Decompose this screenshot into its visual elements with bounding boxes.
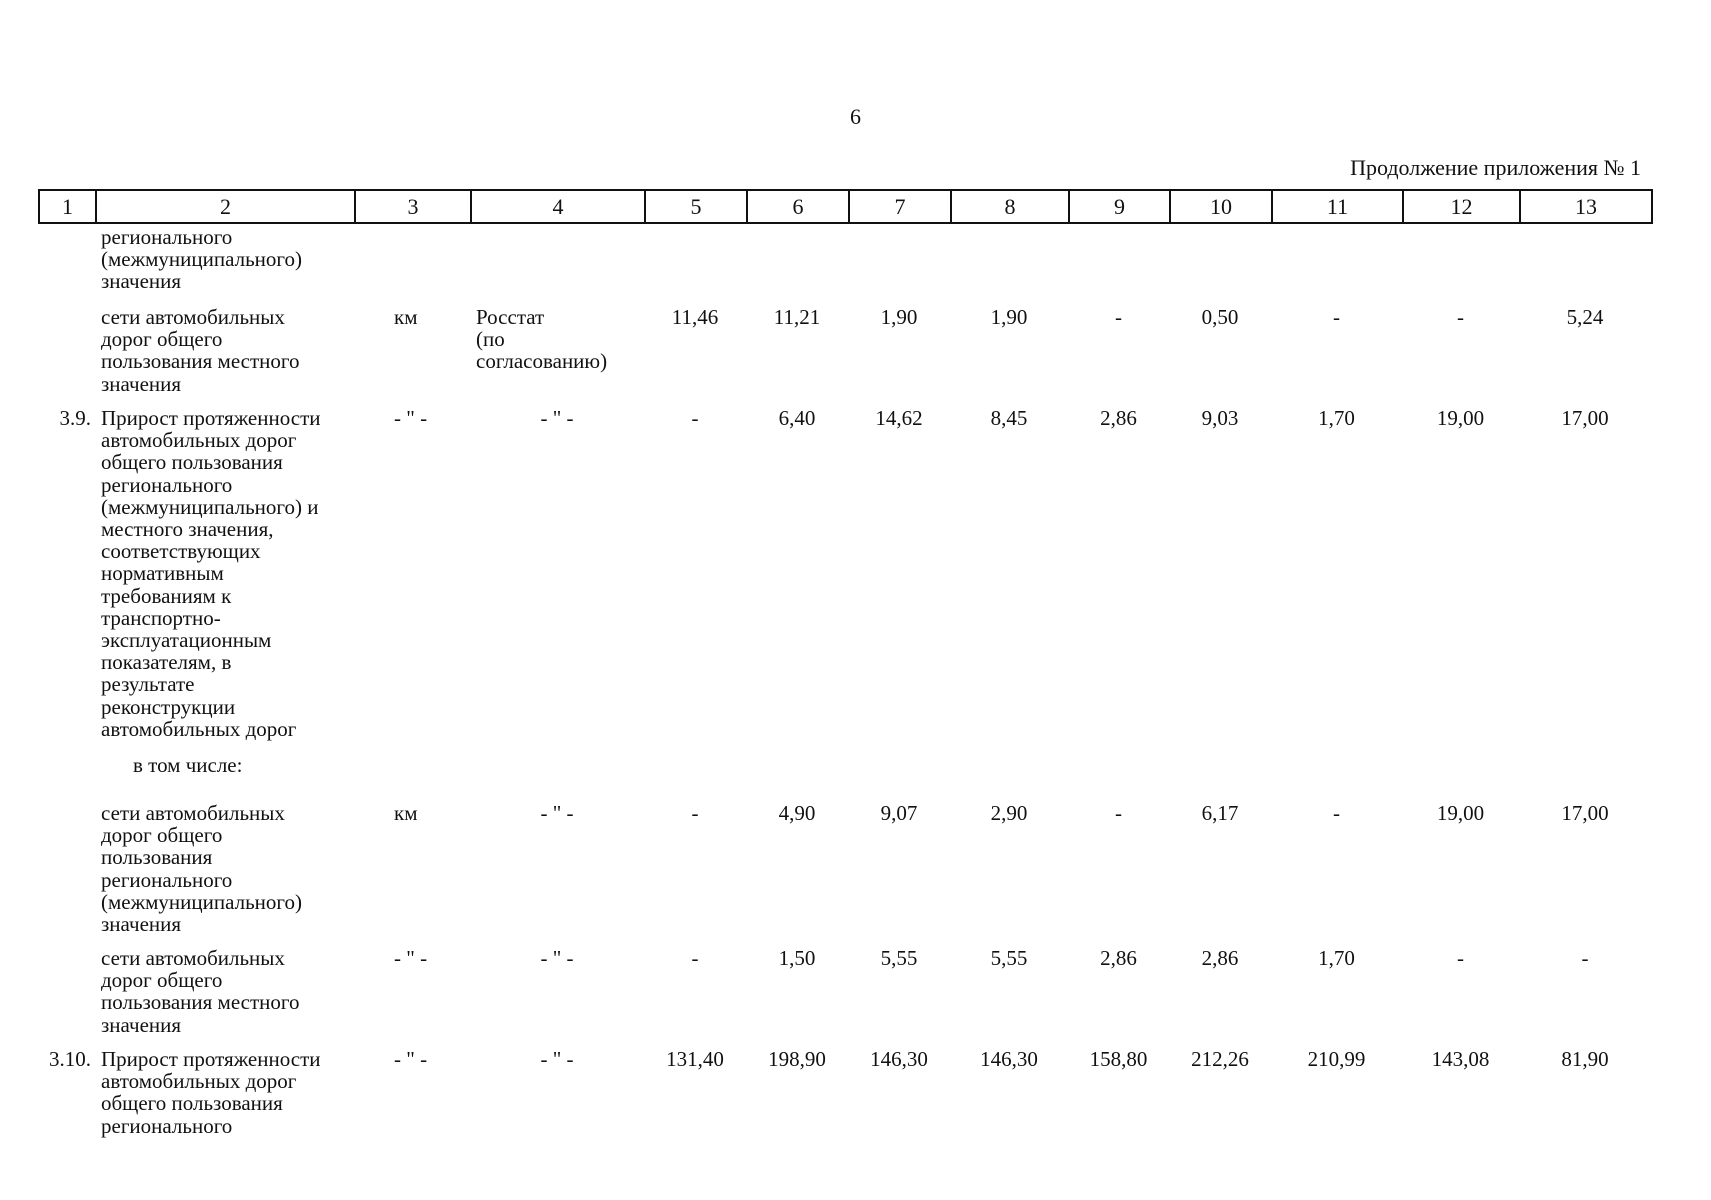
row-value: 11,46 — [671, 305, 719, 329]
row-index: 3.10. — [49, 1047, 91, 1071]
row-value: 143,08 — [1431, 1047, 1490, 1071]
row-value — [1519, 754, 1651, 776]
row-index — [38, 947, 95, 1036]
row-value — [1402, 754, 1519, 776]
row-value: 2,90 — [990, 801, 1028, 825]
row-source — [470, 226, 644, 293]
row-label: Прирост протяженности автомобильных дорог общего пользования регионального — [101, 1047, 321, 1138]
row-value: 146,30 — [980, 1047, 1038, 1071]
row-value — [1519, 226, 1651, 293]
row-value: 210,99 — [1307, 1047, 1366, 1071]
row-source — [470, 754, 644, 776]
row-value: 2,86 — [1100, 946, 1137, 970]
table-row — [38, 1048, 1651, 1137]
row-value — [1169, 754, 1271, 776]
row-label: сети автомобильных дорог общего пользования местного значения — [101, 946, 300, 1037]
row-value: 19,00 — [1436, 406, 1485, 430]
row-unit: км — [394, 305, 418, 329]
row-value: 0,50 — [1201, 305, 1239, 329]
row-value — [746, 754, 848, 776]
row-value: 5,24 — [1566, 305, 1604, 329]
row-value — [1068, 226, 1169, 293]
row-value: 1,50 — [778, 946, 816, 970]
table-row — [38, 947, 1651, 1036]
row-value — [848, 754, 950, 776]
row-value: - — [1115, 305, 1122, 329]
row-unit — [354, 754, 470, 776]
row-value: 212,26 — [1191, 1047, 1249, 1071]
table-header-cell: 7 — [850, 191, 952, 222]
row-label: сети автомобильных дорог общего пользования регионального (межмуниципального) значения — [101, 801, 302, 937]
row-index — [38, 802, 95, 935]
row-value: - — [1581, 946, 1589, 970]
row-value: 1,70 — [1318, 406, 1355, 430]
row-unit: - " - — [394, 1047, 428, 1071]
row-value — [848, 226, 950, 293]
row-value: 6,40 — [778, 406, 816, 430]
row-value: 1,90 — [990, 305, 1028, 329]
table-header-cell: 12 — [1404, 191, 1521, 222]
row-value: 17,00 — [1561, 801, 1609, 825]
row-value: 11,21 — [773, 305, 821, 329]
row-source: - " - — [540, 406, 574, 430]
row-value — [1169, 226, 1271, 293]
row-value: - — [691, 406, 699, 430]
row-value: - — [691, 946, 699, 970]
row-value: - — [1115, 801, 1122, 825]
row-value — [644, 226, 746, 293]
row-value: 4,90 — [778, 801, 816, 825]
row-value — [746, 226, 848, 293]
row-value: - — [1457, 946, 1464, 970]
table-row — [38, 802, 1651, 935]
row-value — [1068, 754, 1169, 776]
table-row — [38, 754, 1651, 776]
row-value: 14,62 — [875, 406, 923, 430]
row-index — [38, 306, 95, 395]
table-header-cell: 6 — [748, 191, 850, 222]
row-value — [644, 754, 746, 776]
row-value: 9,07 — [880, 801, 918, 825]
continuation-note: Продолжение приложения № 1 — [1350, 155, 1641, 180]
row-value: 131,40 — [666, 1047, 724, 1071]
row-value: 81,90 — [1561, 1047, 1609, 1071]
page-number: 6 — [850, 104, 861, 129]
row-value: - — [1333, 305, 1340, 329]
row-value: 6,17 — [1201, 801, 1239, 825]
table-header-cell: 1 — [40, 191, 97, 222]
row-index: 3.9. — [59, 406, 91, 430]
row-label: в том числе: — [133, 753, 243, 777]
row-source: Росстат (по согласованию) — [476, 305, 608, 374]
row-value: 198,90 — [768, 1047, 826, 1071]
row-value: 2,86 — [1100, 406, 1137, 430]
row-source: - " - — [540, 801, 574, 825]
row-value — [950, 754, 1068, 776]
row-value: 19,00 — [1436, 801, 1485, 825]
row-unit: км — [394, 801, 418, 825]
row-label: регионального (межмуниципального) значения — [101, 225, 302, 294]
row-unit — [354, 226, 470, 293]
row-value: - — [691, 801, 699, 825]
row-value: 5,55 — [880, 946, 918, 970]
table-header-cell: 13 — [1521, 191, 1653, 222]
row-source: - " - — [540, 946, 574, 970]
row-value: 2,86 — [1201, 946, 1239, 970]
table-row — [38, 226, 1651, 293]
row-value: 158,80 — [1089, 1047, 1148, 1071]
row-value — [1402, 226, 1519, 293]
table-row — [38, 306, 1651, 395]
row-value: 1,70 — [1318, 946, 1355, 970]
table-header-cell: 11 — [1273, 191, 1404, 222]
table-header-cell: 9 — [1070, 191, 1171, 222]
table-header-cell: 8 — [952, 191, 1070, 222]
row-value — [950, 226, 1068, 293]
row-value: 9,03 — [1201, 406, 1239, 430]
table-header-cell: 10 — [1171, 191, 1273, 222]
row-value — [1271, 754, 1402, 776]
table-row — [38, 407, 1651, 740]
table-header-cell: 5 — [646, 191, 748, 222]
row-value: 1,90 — [880, 305, 918, 329]
row-value: 8,45 — [990, 406, 1028, 430]
table-header-cell: 2 — [97, 191, 356, 222]
row-value — [1271, 226, 1402, 293]
row-value: 146,30 — [870, 1047, 928, 1071]
row-value: 5,55 — [990, 946, 1028, 970]
table-header-row — [38, 189, 1653, 224]
table-header-cell: 4 — [472, 191, 646, 222]
row-unit: - " - — [394, 406, 428, 430]
row-label: Прирост протяженности автомобильных дорог общего пользования регионального (межмуниципального) и местного значения, соответствующих нормативным требованиям к транспортно- эксплуатационным показателям, в результате реконструкции автомобильных дорог — [101, 406, 321, 741]
row-label: сети автомобильных дорог общего пользования местного значения — [101, 305, 300, 396]
row-index — [38, 226, 95, 293]
table-header-cell: 3 — [356, 191, 472, 222]
row-source: - " - — [540, 1047, 574, 1071]
row-unit: - " - — [394, 946, 428, 970]
row-value: 17,00 — [1561, 406, 1609, 430]
row-value: - — [1457, 305, 1464, 329]
row-index — [38, 754, 95, 776]
row-value: - — [1333, 801, 1340, 825]
